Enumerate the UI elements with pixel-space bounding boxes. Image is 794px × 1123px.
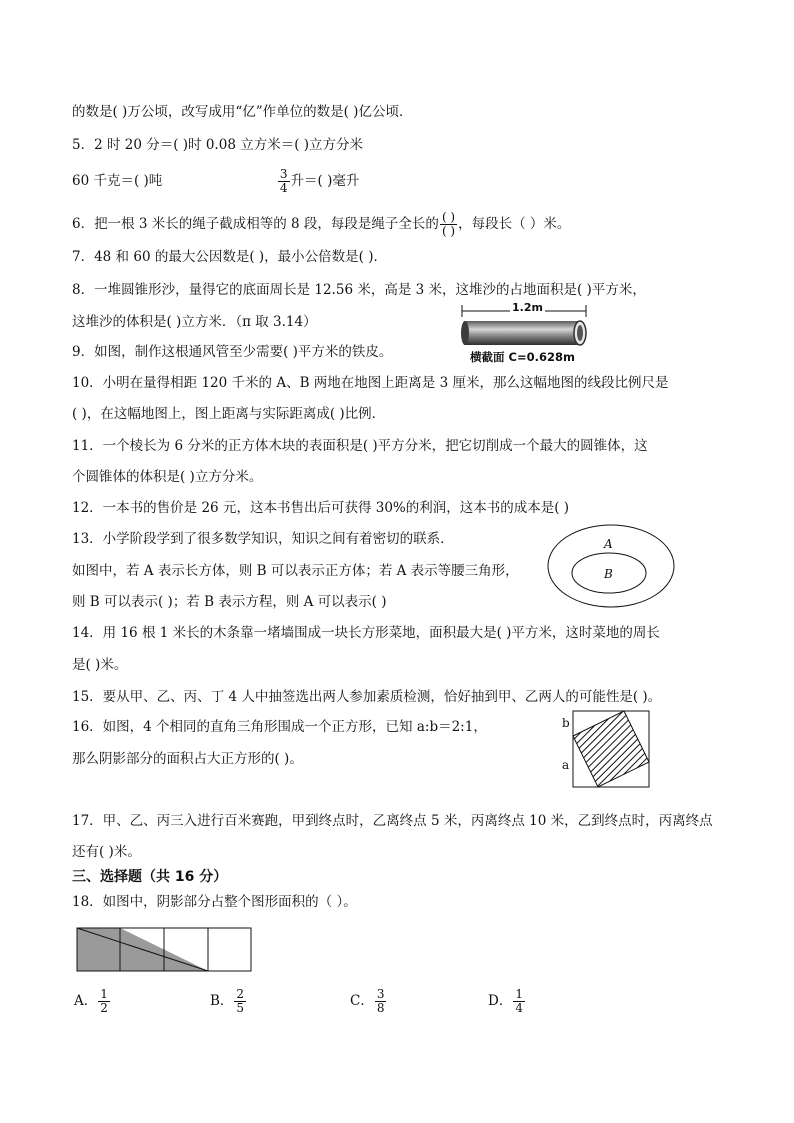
question-5-liter-to-ml: 升＝( )毫升 — [290, 173, 360, 189]
shaded-grid-figure — [76, 927, 252, 973]
option-b[interactable] — [210, 988, 247, 1015]
question-16-line-1: 16．如图，4 个相同的直角三角形围成一个正方形，已知 a:b＝2:1， — [72, 719, 487, 735]
question-5-line-2 — [72, 168, 359, 195]
question-14-line-1: 14．用 16 根 1 米长的木条靠一堵墙围成一块长方形菜地，面积最大是( )平方米，这时菜地的周长 — [72, 625, 660, 641]
square-triangles-figure — [560, 710, 660, 790]
question-6-tail: ，每段长（ ）米。 — [458, 216, 571, 232]
question-18: 18．如图中，阴影部分占整个图形面积的（ ）。 — [72, 894, 357, 910]
ellipse-label-a: A — [604, 537, 613, 551]
question-6-text: 6．把一根 3 米长的绳子截成相等的 8 段，每段是绳子全长的 — [72, 216, 439, 232]
question-10-line-1: 10．小明在量得相距 120 千米的 A、B 两地在地图上距离是 3 厘米，那么这幅地图的线段比例尺是 — [72, 375, 669, 391]
question-6-fraction-blank: $\frac{( )}{( )}$ — [441, 210, 456, 238]
question-15: 15．要从甲、乙、丙、丁 4 人中抽签选出两人参加素质检测，恰好抽到甲、乙两人的可能性是( )。 — [72, 689, 662, 705]
option-b-fraction: $\frac{2}{5}$ — [236, 987, 245, 1015]
question-13-line-3: 则 B 可以表示( )；若 B 表示方程，则 A 可以表示( ) — [72, 594, 387, 610]
pipe-body — [464, 321, 580, 345]
option-d-letter: D． — [488, 993, 513, 1009]
section-3-heading: 三、选择题（共 16 分） — [72, 869, 228, 885]
line-fill-blank-area: 的数是( )万公顷，改写成用“亿”作单位的数是( )亿公顷． — [72, 104, 413, 120]
option-a-fraction: $\frac{1}{2}$ — [100, 987, 108, 1015]
side-label-b: b — [562, 716, 570, 730]
pipe-length-label: 1.2m — [512, 301, 543, 314]
question-8-line-2: 这堆沙的体积是( )立方米．（π 取 3.14） — [72, 314, 317, 330]
option-c-fraction: $\frac{3}{8}$ — [376, 987, 385, 1015]
question-7: 7．48 和 60 的最大公因数是( )，最小公倍数是( )． — [72, 249, 387, 265]
pipe-caption: 横截面 C=0.628m — [470, 350, 575, 364]
question-12: 12．一本书的售价是 26 元，这本书售出后可获得 30%的利润，这本书的成本是( ) — [72, 500, 570, 516]
question-13-line-2: 如图中，若 A 表示长方体，则 B 可以表示正方体；若 A 表示等腰三角形， — [72, 563, 519, 579]
question-17-line-1: 17．甲、乙、丙三入进行百米赛跑，甲到终点时，乙离终点 5 米，丙离终点 10 米，乙到终点时，丙离终点 — [72, 813, 713, 829]
option-c-letter: C． — [350, 993, 374, 1009]
question-6 — [72, 211, 570, 238]
question-13-line-1: 13．小学阶段学到了很多数学知识，知识之间有着密切的联系． — [72, 531, 454, 547]
option-c[interactable] — [350, 988, 387, 1015]
question-11-line-2: 个圆锥体的体积是( )立方分米。 — [72, 469, 263, 485]
question-9: 9．如图，制作这根通风管至少需要( )平方米的铁皮。 — [72, 344, 393, 360]
venn-ellipse-figure — [546, 523, 676, 609]
question-17-line-2: 还有( )米。 — [72, 844, 141, 860]
fraction-three-quarters: $\frac{3}{4}$ — [279, 167, 288, 195]
option-b-letter: B． — [210, 993, 234, 1009]
question-8-line-1: 8．一堆圆锥形沙，量得它的底面周长是 12.56 米，高是 3 米，这堆沙的占地面积是( )平方米， — [72, 282, 646, 298]
question-16-line-2: 那么阴影部分的面积占大正方形的( )。 — [72, 751, 303, 767]
question-14-line-2: 是( )米。 — [72, 657, 128, 673]
option-a-letter: A． — [74, 993, 98, 1009]
question-10-line-2: ( )，在这幅地图上，图上距离与实际距离成( )比例． — [72, 406, 386, 422]
pipe-figure — [458, 299, 593, 367]
question-5-line-1: 5．2 时 20 分＝( )时 0.08 立方米＝( )立方分米 — [72, 137, 364, 153]
option-d-fraction: $\frac{1}{4}$ — [515, 987, 523, 1015]
ellipse-label-b: B — [604, 567, 613, 581]
question-11-line-1: 11．一个棱长为 6 分米的正方体木块的表面积是( )平方分米，把它切削成一个最大的圆锥体，这 — [72, 438, 648, 454]
question-5-kg-to-ton: 60 千克＝( )吨 — [72, 173, 163, 189]
side-label-a: a — [562, 758, 570, 772]
option-d[interactable] — [488, 988, 526, 1015]
option-a[interactable] — [74, 988, 111, 1015]
